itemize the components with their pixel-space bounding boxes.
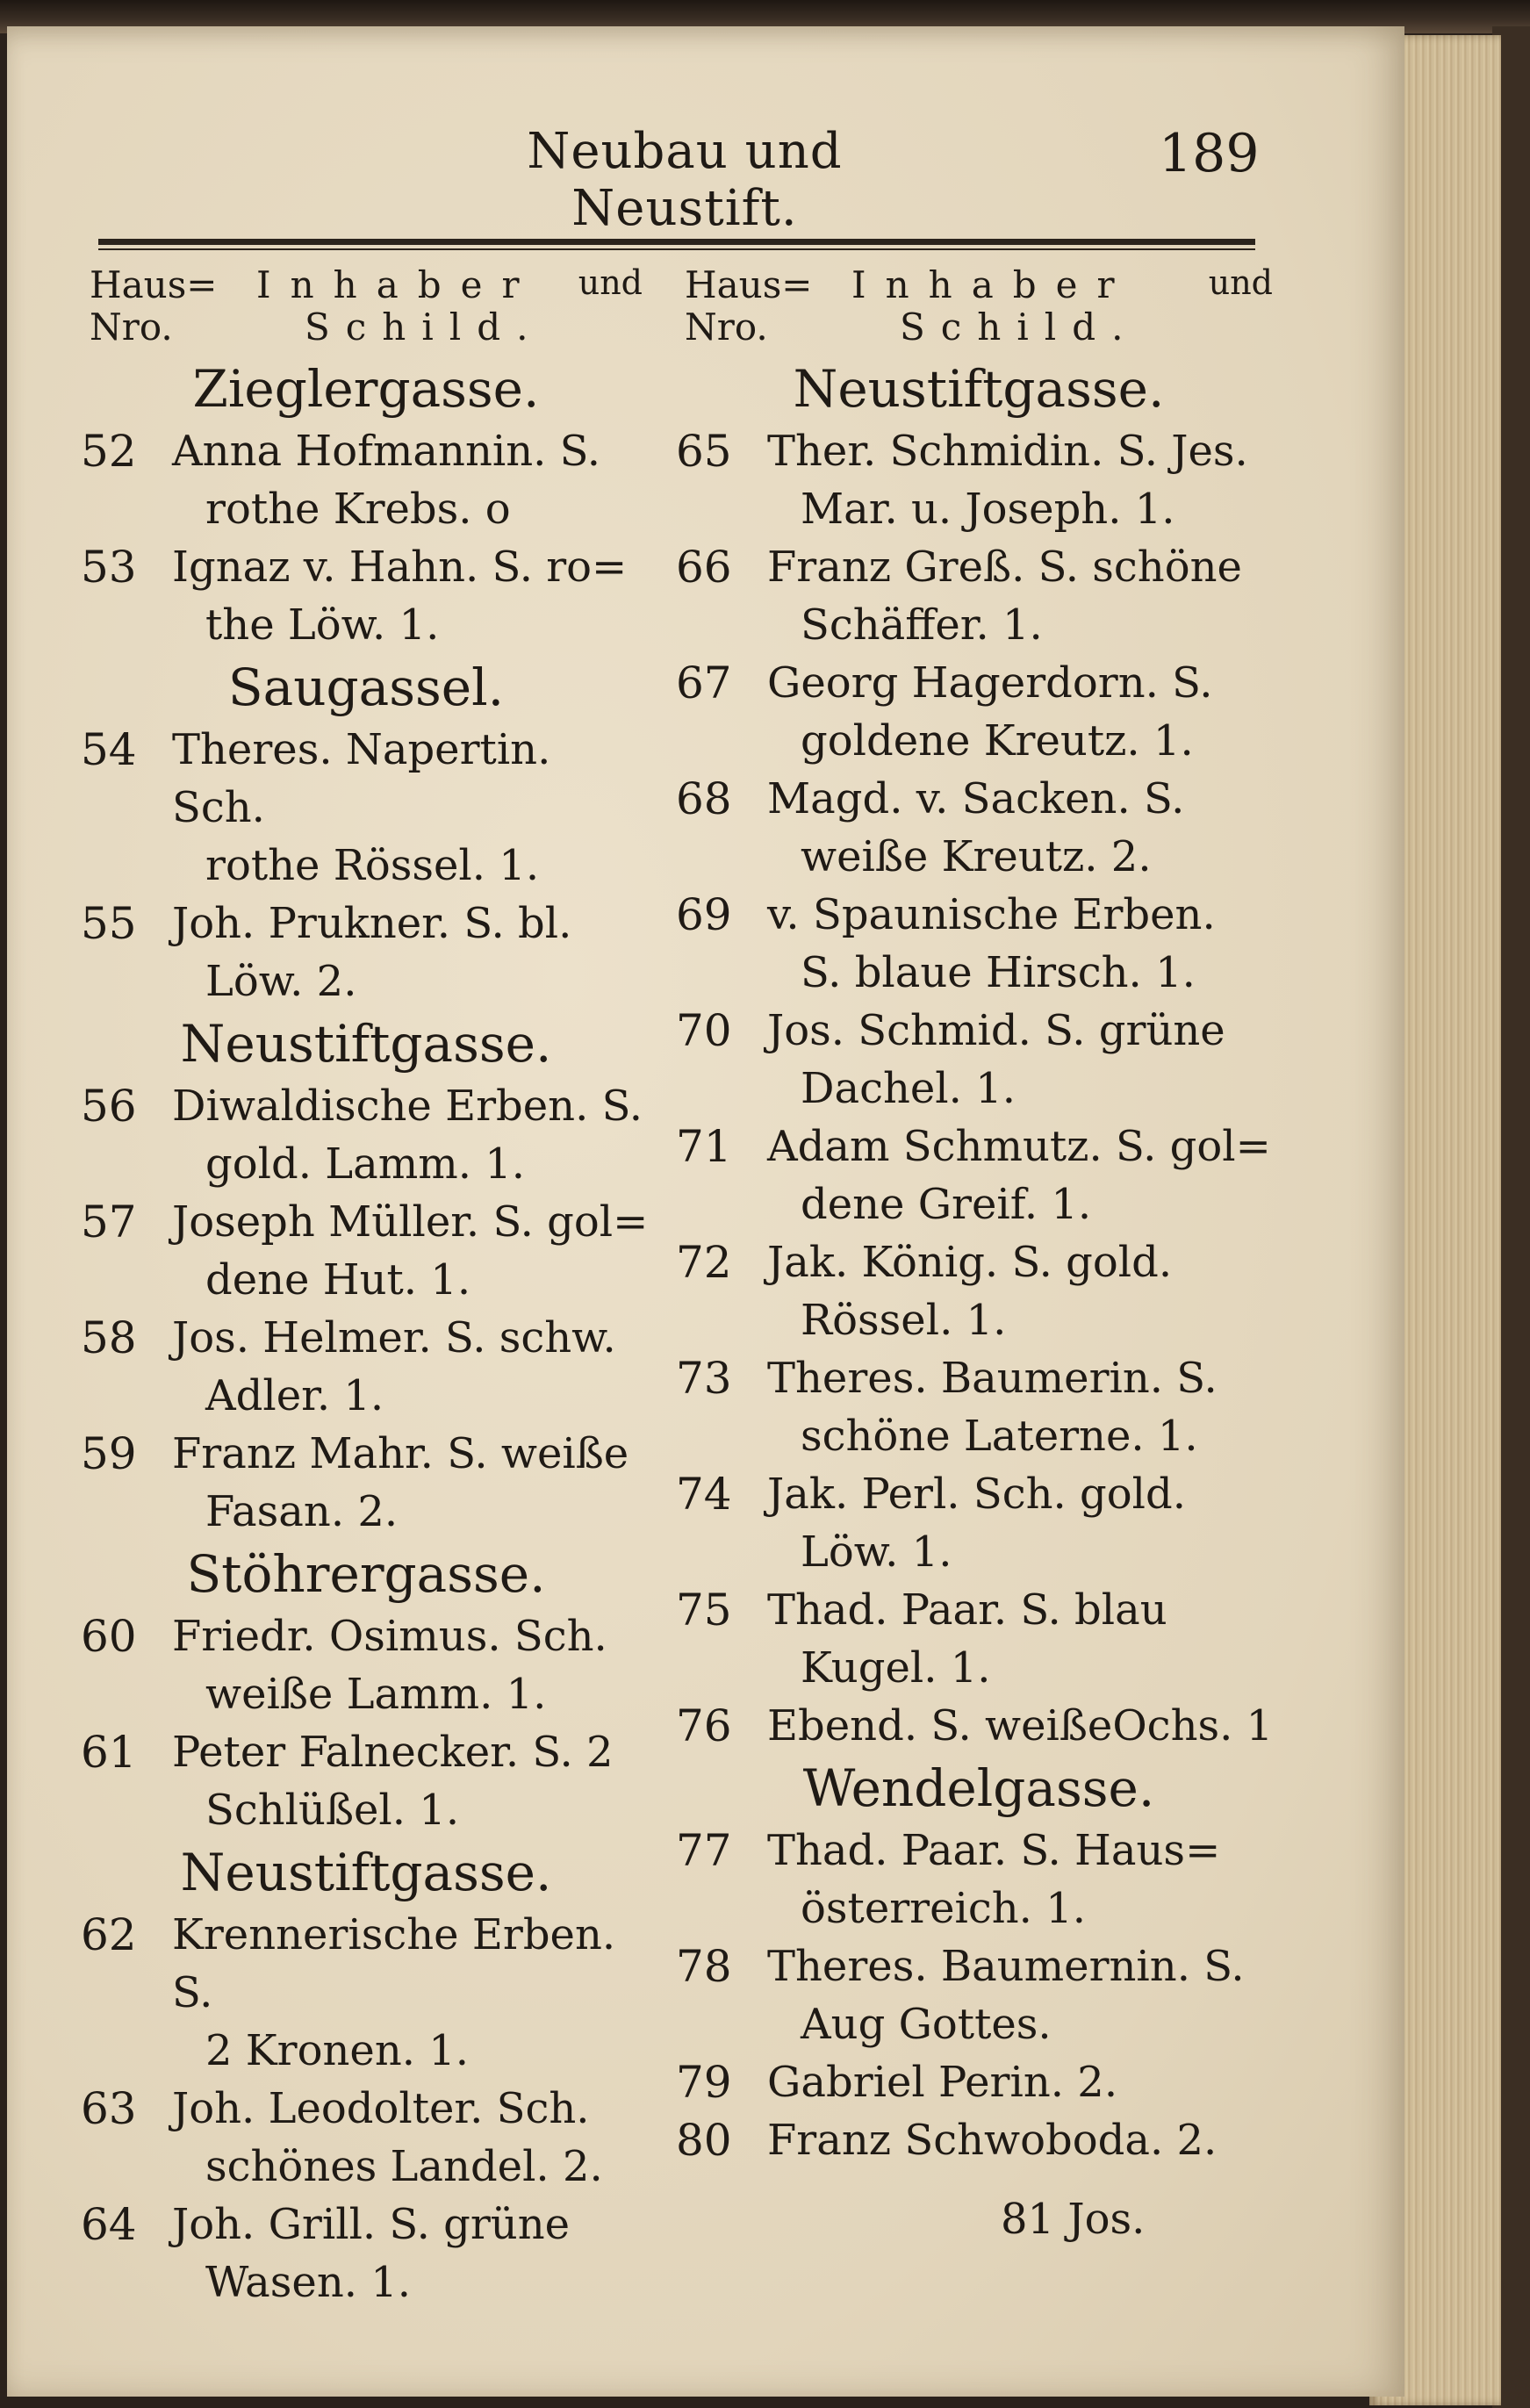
owner-line: v. Spaunische Erben. bbox=[767, 890, 1216, 939]
header-und: und bbox=[578, 263, 643, 302]
house-number: 53 bbox=[81, 542, 137, 593]
owner-line: Joh. Grill. S. grüne bbox=[172, 2200, 571, 2249]
owner-line: Friedr. Osimus. Sch. bbox=[172, 1612, 607, 1661]
house-number: 60 bbox=[81, 1611, 137, 1662]
owner-line: Jak. Perl. Sch. gold. bbox=[767, 1470, 1186, 1519]
directory-entry bbox=[81, 1193, 651, 1309]
house-number: 72 bbox=[676, 1237, 732, 1288]
sign-line: Schlüßel. 1. bbox=[205, 1786, 460, 1835]
directory-entry bbox=[676, 654, 1282, 770]
directory-entry bbox=[81, 1906, 651, 2080]
house-number: 56 bbox=[81, 1081, 137, 1132]
house-number: 61 bbox=[81, 1727, 137, 1778]
street-heading: Wendelgasse. bbox=[802, 1758, 1155, 1818]
house-number: 55 bbox=[81, 898, 137, 949]
sign-line: Löw. 2. bbox=[205, 957, 357, 1006]
house-number: 75 bbox=[676, 1585, 732, 1635]
house-number: 69 bbox=[676, 889, 732, 940]
owner-line: Theres. Baumerin. S. bbox=[767, 1354, 1218, 1403]
directory-entry bbox=[81, 1723, 651, 1839]
owner-line: Krennerische Erben. S. bbox=[172, 1910, 616, 2017]
right-column bbox=[676, 263, 1282, 2169]
owner-line: Peter Falnecker. S. 2 bbox=[172, 1728, 614, 1777]
owner-line: Magd. v. Sacken. S. bbox=[767, 774, 1185, 823]
owner-line: Joseph Müller. S. gol= bbox=[172, 1197, 649, 1247]
sign-line: Rössel. 1. bbox=[801, 1296, 1007, 1345]
column-header bbox=[81, 263, 651, 356]
sign-line: Wasen. 1. bbox=[205, 2258, 412, 2307]
house-number: 52 bbox=[81, 426, 137, 477]
header-schild: Schild. bbox=[900, 305, 1139, 349]
header-rule bbox=[98, 239, 1255, 245]
sign-line: weiße Lamm. 1. bbox=[205, 1670, 547, 1719]
directory-entry bbox=[81, 538, 651, 654]
owner-line: Georg Hagerdorn. S. bbox=[767, 658, 1213, 708]
sign-line: S. blaue Hirsch. 1. bbox=[801, 948, 1196, 997]
house-number: 62 bbox=[81, 1909, 137, 1960]
house-number: 58 bbox=[81, 1312, 137, 1363]
column-header bbox=[676, 263, 1282, 356]
directory-entry bbox=[81, 1309, 651, 1425]
owner-line: Thad. Paar. S. blau bbox=[767, 1585, 1167, 1635]
directory-entry bbox=[81, 721, 651, 895]
directory-entry bbox=[676, 1118, 1282, 1233]
owner-line: Theres. Baumernin. S. bbox=[767, 1942, 1245, 1991]
owner-line: Ignaz v. Hahn. S. ro= bbox=[172, 543, 628, 592]
right-entries bbox=[676, 356, 1282, 2169]
directory-entry bbox=[676, 1697, 1282, 1755]
header-haus: Haus= bbox=[685, 263, 813, 306]
directory-entry bbox=[81, 1425, 651, 1541]
sign-line: Mar. u. Joseph. 1. bbox=[801, 485, 1175, 534]
house-number: 64 bbox=[81, 2199, 137, 2250]
catchword: 81 Jos. bbox=[1001, 2195, 1146, 2244]
house-number: 70 bbox=[676, 1005, 732, 1056]
directory-entry bbox=[676, 2053, 1282, 2111]
sign-line: Adler. 1. bbox=[205, 1371, 384, 1420]
owner-line: Jos. Schmid. S. grüne bbox=[767, 1006, 1225, 1055]
page-number: 189 bbox=[1159, 123, 1260, 184]
owner-line: Franz Mahr. S. weiße bbox=[172, 1429, 629, 1478]
owner-line: Gabriel Perin. 2. bbox=[767, 2058, 1118, 2107]
house-number: 67 bbox=[676, 658, 732, 708]
house-number: 66 bbox=[676, 542, 732, 593]
street-heading: Neustiftgasse. bbox=[180, 1014, 552, 1074]
sign-line: österreich. 1. bbox=[801, 1884, 1086, 1933]
header-schild: Schild. bbox=[305, 305, 544, 349]
house-number: 54 bbox=[81, 724, 137, 775]
owner-line: Joh. Prukner. S. bl. bbox=[172, 899, 572, 948]
sign-line: dene Greif. 1. bbox=[801, 1180, 1092, 1229]
header-haus: Haus= bbox=[90, 263, 218, 306]
house-number: 71 bbox=[676, 1121, 732, 1172]
house-number: 73 bbox=[676, 1353, 732, 1404]
house-number: 80 bbox=[676, 2115, 732, 2166]
house-number: 65 bbox=[676, 426, 732, 477]
header-rule-thin bbox=[98, 248, 1255, 250]
running-head: Neubau und Neustift. bbox=[527, 123, 843, 237]
directory-entry bbox=[81, 422, 651, 538]
sign-line: schönes Landel. 2. bbox=[205, 2142, 603, 2191]
left-column bbox=[81, 263, 651, 2311]
directory-entry bbox=[81, 2080, 651, 2196]
header-inhaber: Inhaber bbox=[851, 263, 1134, 306]
owner-line: Joh. Leodolter. Sch. bbox=[172, 2084, 590, 2133]
sign-line: the Löw. 1. bbox=[205, 600, 440, 650]
directory-entry bbox=[676, 770, 1282, 886]
sign-line: Kugel. 1. bbox=[801, 1643, 991, 1693]
owner-line: Franz Schwoboda. 2. bbox=[767, 2116, 1218, 2165]
header-inhaber: Inhaber bbox=[256, 263, 539, 306]
house-number: 79 bbox=[676, 2057, 732, 2108]
sign-line: goldene Kreutz. 1. bbox=[801, 716, 1194, 766]
owner-line: Diwaldische Erben. S. bbox=[172, 1082, 643, 1131]
header-nro: Nro. bbox=[685, 305, 768, 349]
house-number: 63 bbox=[81, 2083, 137, 2134]
directory-entry bbox=[676, 2111, 1282, 2169]
owner-line: Jak. König. S. gold. bbox=[767, 1238, 1173, 1287]
street-heading: Zieglergasse. bbox=[192, 359, 540, 419]
owner-line: Franz Greß. S. schöne bbox=[767, 543, 1242, 592]
sign-line: 2 Kronen. 1. bbox=[205, 2026, 470, 2075]
sign-line: Fasan. 2. bbox=[205, 1487, 399, 1536]
owner-line: Anna Hofmannin. S. bbox=[172, 427, 601, 476]
directory-entry bbox=[81, 1607, 651, 1723]
directory-entry bbox=[676, 1465, 1282, 1581]
directory-entry bbox=[81, 2196, 651, 2311]
owner-line: Theres. Napertin. Sch. bbox=[172, 725, 551, 832]
sign-line: Schäffer. 1. bbox=[801, 600, 1043, 650]
sign-line: rothe Rössel. 1. bbox=[205, 841, 540, 890]
sign-line: weiße Kreutz. 2. bbox=[801, 832, 1152, 881]
owner-line: Ebend. S. weißeOchs. 1 bbox=[767, 1701, 1274, 1750]
house-number: 59 bbox=[81, 1428, 137, 1479]
house-number: 74 bbox=[676, 1469, 732, 1520]
sign-line: dene Hut. 1. bbox=[205, 1255, 471, 1305]
sign-line: Aug Gottes. bbox=[801, 2000, 1052, 2049]
house-number: 76 bbox=[676, 1700, 732, 1751]
directory-entry bbox=[676, 1822, 1282, 1937]
directory-entry bbox=[676, 1233, 1282, 1349]
owner-line: Adam Schmutz. S. gol= bbox=[767, 1122, 1271, 1171]
left-entries bbox=[81, 356, 651, 2311]
directory-entry bbox=[676, 1581, 1282, 1697]
directory-entry bbox=[676, 886, 1282, 1002]
house-number: 77 bbox=[676, 1825, 732, 1876]
owner-line: Ther. Schmidin. S. Jes. bbox=[767, 427, 1248, 476]
house-number: 78 bbox=[676, 1941, 732, 1992]
house-number: 57 bbox=[81, 1197, 137, 1247]
street-heading: Neustiftgasse. bbox=[793, 359, 1165, 419]
directory-entry bbox=[676, 422, 1282, 538]
header-nro: Nro. bbox=[90, 305, 173, 349]
sign-line: rothe Krebs. o bbox=[205, 485, 511, 534]
house-number: 68 bbox=[676, 773, 732, 824]
sign-line: Dachel. 1. bbox=[801, 1064, 1016, 1113]
directory-entry bbox=[81, 1077, 651, 1193]
street-heading: Stöhrergasse. bbox=[186, 1544, 546, 1604]
directory-entry bbox=[676, 1349, 1282, 1465]
directory-entry bbox=[676, 538, 1282, 654]
street-heading: Saugassel. bbox=[227, 658, 505, 717]
street-heading: Neustiftgasse. bbox=[180, 1843, 552, 1902]
directory-entry bbox=[676, 1937, 1282, 2053]
sign-line: schöne Laterne. 1. bbox=[801, 1412, 1198, 1461]
directory-entry bbox=[81, 895, 651, 1010]
owner-line: Jos. Helmer. S. schw. bbox=[172, 1313, 616, 1362]
sign-line: Löw. 1. bbox=[801, 1527, 952, 1577]
sign-line: gold. Lamm. 1. bbox=[205, 1139, 526, 1189]
owner-line: Thad. Paar. S. Haus= bbox=[767, 1826, 1221, 1875]
header-und: und bbox=[1208, 263, 1273, 302]
directory-entry bbox=[676, 1002, 1282, 1118]
